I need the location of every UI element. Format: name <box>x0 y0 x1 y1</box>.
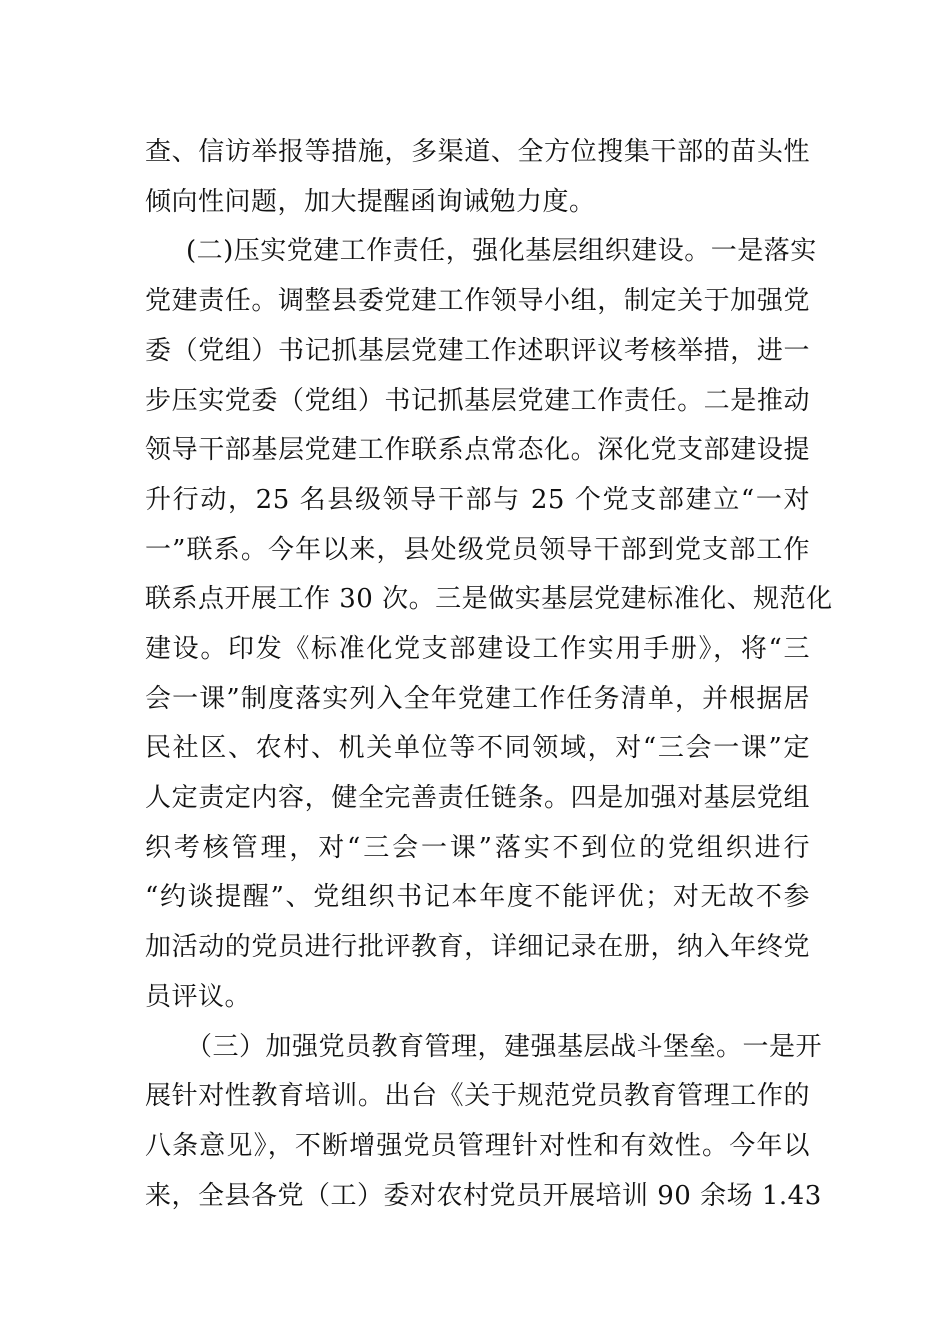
text-line-21: 八条意见》，不断增强党员管理针对性和有效性。今年以 <box>145 1131 810 1161</box>
section-2-heading-line: (二)压实党建工作责任，强化基层组织建设。一是落实 <box>186 236 817 266</box>
text-line-2: 倾向性问题，加大提醒函询诫勉力度。 <box>145 187 596 217</box>
text-line-20: 展针对性教育培训。出台《关于规范党员教育管理工作的 <box>145 1081 810 1111</box>
section-3-heading-line: （三）加强党员教育管理，建强基层战斗堡垒。一是开 <box>186 1032 823 1062</box>
text-line-4: 党建责任。调整县委党建工作领导小组，制定关于加强党 <box>145 286 810 316</box>
text-line-17: 加活动的党员进行批评教育，详细记录在册，纳入年终党 <box>145 932 810 962</box>
text-line-22: 来，全县各党（工）委对农村党员开展培训 90 余场 1.43 <box>145 1181 822 1211</box>
text-line-10: 联系点开展工作 30 次。三是做实基层党建标准化、规范化 <box>145 584 833 614</box>
text-line-8: 升行动，25 名县级领导干部与 25 个党支部建立“一对 <box>145 485 810 515</box>
text-line-7: 领导干部基层党建工作联系点常态化。深化党支部建设提 <box>145 435 810 465</box>
text-line-6: 步压实党委（党组）书记抓基层党建工作责任。二是推动 <box>145 386 810 416</box>
text-line-18: 员评议。 <box>145 982 252 1012</box>
text-line-16: “约谈提醒”、党组织书记本年度不能评优；对无故不参 <box>145 882 810 912</box>
text-line-13: 民社区、农村、机关单位等不同领域，对“三会一课”定 <box>145 733 810 763</box>
text-line-12: 会一课”制度落实列入全年党建工作任务清单，并根据居 <box>145 684 810 714</box>
text-line-5: 委（党组）书记抓基层党建工作述职评议考核举措，进一 <box>145 336 810 366</box>
text-line-14: 人定责定内容，健全完善责任链条。四是加强对基层党组 <box>145 783 810 813</box>
text-line-9: 一”联系。今年以来，县处级党员领导干部到党支部工作 <box>145 535 810 565</box>
text-line-1: 查、信访举报等措施，多渠道、全方位搜集干部的苗头性 <box>145 137 810 167</box>
text-line-11: 建设。印发《标准化党支部建设工作实用手册》，将“三 <box>145 634 810 664</box>
text-line-15: 织考核管理，对“三会一课”落实不到位的党组织进行 <box>145 833 810 863</box>
